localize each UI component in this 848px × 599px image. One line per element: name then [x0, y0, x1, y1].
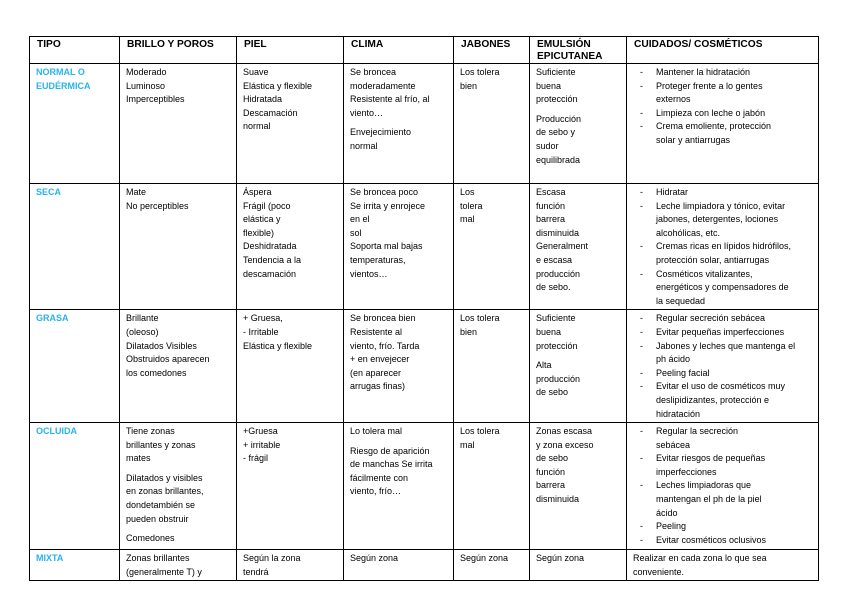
jabones-cell: [454, 423, 530, 550]
cuidados-line: solar y antiarrugas: [656, 134, 731, 145]
clima-cell: [344, 64, 454, 184]
emulsion-line: Escasa: [536, 187, 566, 197]
brillo-line: Luminoso: [126, 80, 166, 91]
brillo-line: No perceptibles: [126, 200, 189, 211]
piel-cell: [237, 423, 344, 550]
emulsion-line: barrera: [536, 214, 566, 225]
cuidados-line: - Jabones y leches que mantenga el: [656, 340, 796, 351]
piel-line: Elástica y flexible: [243, 80, 313, 91]
jabones-cell: [454, 550, 530, 581]
tipo-label: OCLUIDA: [36, 426, 77, 437]
piel-line: +Gruesa: [243, 426, 278, 437]
cuidados-line: - Leche limpiadora y tónico, evitar: [656, 200, 786, 211]
emulsion-line: barrera: [536, 480, 566, 491]
piel-cell: [237, 310, 344, 423]
cuidados-list: [633, 186, 813, 308]
brillo-line: Dilatados Visibles: [126, 340, 197, 351]
clima-line: Resistente al frío, al: [350, 94, 430, 105]
piel-line: - Irritable: [243, 326, 279, 337]
brillo-line: Dilatados y visibles: [126, 472, 203, 483]
list-item: [633, 312, 813, 326]
piel-line: Tendencia a la: [243, 254, 302, 265]
brillo-line: Zonas brillantes: [126, 553, 190, 564]
piel-line: normal: [243, 121, 271, 132]
cuidados-line: - Cosméticos vitalizantes,: [656, 268, 753, 279]
tipo-cell: [30, 184, 120, 310]
emulsion-line: buena: [536, 80, 562, 91]
emulsion-line: Zonas escasa: [536, 426, 593, 437]
clima-line: Se broncea bien: [350, 313, 416, 324]
cuidados-line: conveniente.: [633, 566, 685, 577]
cuidados-cell: [627, 310, 819, 423]
brillo-line: Mate: [126, 187, 147, 197]
cuidados-line: externos: [656, 94, 691, 105]
cuidados-list: [633, 312, 813, 421]
piel-cell: [237, 64, 344, 184]
brillo-line: Moderado: [126, 67, 167, 77]
list-item: [633, 186, 813, 200]
jabones-cell: [454, 64, 530, 184]
list-item: [633, 367, 813, 381]
jabones-line: bien: [460, 80, 478, 91]
piel-line: tendrá: [243, 566, 269, 577]
emulsion-cell: [530, 423, 627, 550]
tipo-label: NORMAL O: [36, 67, 85, 77]
emulsion-line: producción: [536, 268, 581, 279]
brillo-line: Comedones: [126, 533, 175, 544]
header-clima: CLIMA: [344, 37, 454, 64]
cuidados-line: hidratación: [656, 408, 701, 419]
brillo-cell: [120, 64, 237, 184]
cuidados-line: ácido: [656, 507, 678, 518]
cuidados-line: mantengan el ph de la piel: [656, 494, 762, 505]
emulsion-line: protección: [536, 94, 578, 105]
clima-line: + en envejecer: [350, 354, 410, 365]
cuidados-line: energéticos y compensadores de: [656, 282, 789, 293]
piel-line: Deshidratada: [243, 241, 297, 252]
clima-line: Soporta mal bajas: [350, 241, 423, 252]
emulsion-line: disminuida: [536, 227, 580, 238]
clima-line: Se broncea poco: [350, 187, 419, 197]
piel-line: descamación: [243, 268, 297, 279]
clima-line: viento, frío…: [350, 486, 402, 497]
emulsion-line: Alta: [536, 360, 552, 371]
emulsion-line: y zona exceso: [536, 439, 594, 450]
emulsion-cell: [530, 64, 627, 184]
cuidados-line: alcohólicas, etc.: [656, 227, 721, 238]
clima-line: viento, frío. Tarda: [350, 340, 420, 351]
jabones-line: Los tolera: [460, 426, 500, 437]
brillo-line: Obstruidos aparecen: [126, 354, 210, 365]
emulsion-line: Suficiente: [536, 67, 576, 77]
emulsion-cell: [530, 184, 627, 310]
clima-line: viento…: [350, 107, 384, 118]
jabones-cell: [454, 310, 530, 423]
clima-line: Se irrita y enrojece: [350, 200, 426, 211]
header-emulsion: EMULSIÓN EPICUTANEA: [530, 37, 627, 64]
clima-cell: [344, 423, 454, 550]
brillo-line: los comedones: [126, 367, 187, 378]
emulsion-line: protección: [536, 340, 578, 351]
brillo-line: pueden obstruir: [126, 513, 189, 524]
brillo-cell: [120, 184, 237, 310]
piel-line: Según la zona: [243, 553, 301, 564]
table-row: [30, 184, 819, 310]
jabones-line: Según zona: [460, 553, 509, 564]
brillo-line: brillantes y zonas: [126, 439, 196, 450]
tipo-label: SECA: [36, 187, 62, 197]
cuidados-line: - Peeling facial: [656, 367, 710, 378]
piel-line: Áspera: [243, 187, 272, 197]
jabones-line: Los tolera: [460, 313, 500, 324]
jabones-line: tolera: [460, 200, 483, 211]
clima-line: en el: [350, 214, 370, 225]
header-brillo-poros: BRILLO Y POROS: [120, 37, 237, 64]
clima-line: temperaturas,: [350, 254, 406, 265]
brillo-line: dondetambién se: [126, 500, 196, 511]
piel-line: + irritable: [243, 439, 281, 450]
clima-cell: [344, 550, 454, 581]
list-item: [633, 340, 813, 367]
emulsion-line: función: [536, 200, 566, 211]
header-tipo: TIPO: [30, 37, 120, 64]
cuidados-list: [633, 425, 813, 547]
brillo-line: Imperceptibles: [126, 94, 185, 105]
piel-line: Hidratada: [243, 94, 283, 105]
piel-cell: [237, 550, 344, 581]
cuidados-line: protección solar, antiarrugas: [656, 254, 770, 265]
table-row: [30, 64, 819, 184]
list-item: [633, 268, 813, 309]
header-piel: PIEL: [237, 37, 344, 64]
tipo-cell: [30, 310, 120, 423]
jabones-cell: [454, 184, 530, 310]
cuidados-line: - Evitar cosméticos oclusivos: [656, 534, 767, 545]
cuidados-list: [633, 66, 813, 148]
piel-line: elástica y: [243, 214, 281, 225]
jabones-line: Los: [460, 187, 475, 197]
clima-cell: [344, 184, 454, 310]
piel-line: - frágil: [243, 453, 269, 464]
emulsion-line: función: [536, 466, 566, 477]
cuidados-line: - Cremas ricas en lípidos hidrófilos,: [656, 241, 792, 252]
clima-cell: [344, 310, 454, 423]
cuidados-line: - Regular la secreción: [656, 426, 739, 437]
emulsion-line: disminuida: [536, 494, 580, 505]
brillo-line: mates: [126, 453, 151, 464]
list-item: [633, 380, 813, 421]
clima-line: arrugas finas): [350, 381, 406, 392]
list-item: [633, 66, 813, 80]
piel-line: Frágil (poco: [243, 200, 291, 211]
cuidados-line: - Peeling: [656, 521, 687, 532]
piel-line: + Gruesa,: [243, 313, 283, 324]
clima-line: Riesgo de aparición: [350, 445, 430, 456]
cuidados-line: - Evitar riesgos de pequeñas: [656, 453, 766, 464]
clima-line: de manchas Se irrita: [350, 459, 433, 470]
brillo-line: en zonas brillantes,: [126, 486, 204, 497]
emulsion-line: de sebo: [536, 387, 569, 398]
emulsion-line: de sebo y: [536, 127, 576, 138]
cuidados-cell: [627, 184, 819, 310]
cuidados-line: - Proteger frente a lo gentes: [656, 80, 763, 91]
clima-line: Resistente al: [350, 326, 403, 337]
tipo-cell: [30, 423, 120, 550]
clima-line: vientos…: [350, 268, 388, 279]
jabones-line: bien: [460, 326, 478, 337]
cuidados-cell: [627, 423, 819, 550]
tipo-cell: [30, 550, 120, 581]
clima-line: Envejecimiento: [350, 127, 412, 138]
brillo-line: Tiene zonas: [126, 426, 175, 437]
tipo-label: GRASA: [36, 313, 69, 324]
tipo-label: EUDÉRMICA: [36, 80, 91, 91]
cuidados-line: - Hidratar: [656, 187, 689, 197]
emulsion-line: Generalment: [536, 241, 589, 252]
cuidados-line: - Evitar el uso de cosméticos muy: [656, 381, 786, 392]
cuidados-line: - Mantener la hidratación: [656, 67, 751, 77]
cuidados-line: - Leches limpiadoras que: [656, 480, 752, 491]
table-row: [30, 423, 819, 550]
clima-line: (en aparecer: [350, 367, 402, 378]
table-row: [30, 550, 819, 581]
header-cuidados: CUIDADOS/ COSMÉTICOS: [627, 37, 819, 64]
cuidados-line: - Crema emoliente, protección: [656, 121, 772, 132]
emulsion-line: producción: [536, 373, 581, 384]
cuidados-line: imperfecciones: [656, 466, 717, 477]
clima-line: Según zona: [350, 553, 399, 564]
tipo-label: MIXTA: [36, 553, 64, 564]
cuidados-line: sebácea: [656, 439, 691, 450]
cuidados-line: jabones, detergentes, lociones: [656, 214, 779, 225]
list-item: [633, 425, 813, 452]
brillo-cell: [120, 550, 237, 581]
list-item: [633, 107, 813, 121]
piel-line: Descamación: [243, 107, 298, 118]
emulsion-line: buena: [536, 326, 562, 337]
emulsion-line: Suficiente: [536, 313, 576, 324]
tipo-cell: [30, 64, 120, 184]
list-item: [633, 479, 813, 520]
emulsion-line: sudor: [536, 140, 559, 151]
list-item: [633, 452, 813, 479]
list-item: [633, 240, 813, 267]
list-item: [633, 120, 813, 147]
emulsion-cell: [530, 550, 627, 581]
list-item: [633, 534, 813, 548]
emulsion-line: e escasa: [536, 254, 573, 265]
clima-line: Lo tolera mal: [350, 426, 403, 437]
cuidados-line: la sequedad: [656, 295, 706, 306]
brillo-cell: [120, 423, 237, 550]
cuidados-line: - Regular secreción sebácea: [656, 313, 766, 324]
piel-line: flexible): [243, 227, 275, 238]
jabones-line: mal: [460, 214, 475, 225]
cuidados-line: deslipidizantes, protección e: [656, 394, 770, 405]
clima-line: moderadamente: [350, 80, 416, 91]
list-item: [633, 80, 813, 107]
cuidados-line: Realizar en cada zona lo que sea: [633, 553, 767, 564]
emulsion-cell: [530, 310, 627, 423]
emulsion-line: Según zona: [536, 553, 585, 564]
emulsion-line: de sebo.: [536, 282, 571, 293]
brillo-line: Brillante: [126, 313, 159, 324]
list-item: [633, 200, 813, 241]
header-jabones: JABONES: [454, 37, 530, 64]
brillo-cell: [120, 310, 237, 423]
clima-line: Se broncea: [350, 67, 397, 77]
list-item: [633, 520, 813, 534]
emulsion-line: Producción: [536, 113, 582, 124]
emulsion-line: equilibrada: [536, 154, 581, 165]
cuidados-line: - Evitar pequeñas imperfecciones: [656, 326, 785, 337]
jabones-line: mal: [460, 439, 475, 450]
brillo-line: (oleoso): [126, 326, 159, 337]
skin-types-table: [29, 36, 819, 581]
brillo-line: (generalmente T) y: [126, 566, 202, 577]
cuidados-cell: [627, 550, 819, 581]
jabones-line: Los tolera: [460, 67, 500, 77]
piel-line: Elástica y flexible: [243, 340, 313, 351]
piel-line: Suave: [243, 67, 269, 77]
cuidados-line: ph ácido: [656, 354, 691, 365]
header-row: [30, 37, 819, 64]
clima-line: fácilmente con: [350, 472, 409, 483]
clima-line: normal: [350, 140, 378, 151]
clima-line: sol: [350, 227, 362, 238]
piel-cell: [237, 184, 344, 310]
cuidados-cell: [627, 64, 819, 184]
cuidados-line: - Limpieza con leche o jabón: [656, 107, 766, 118]
list-item: [633, 326, 813, 340]
table-row: [30, 310, 819, 423]
emulsion-line: de sebo: [536, 453, 569, 464]
